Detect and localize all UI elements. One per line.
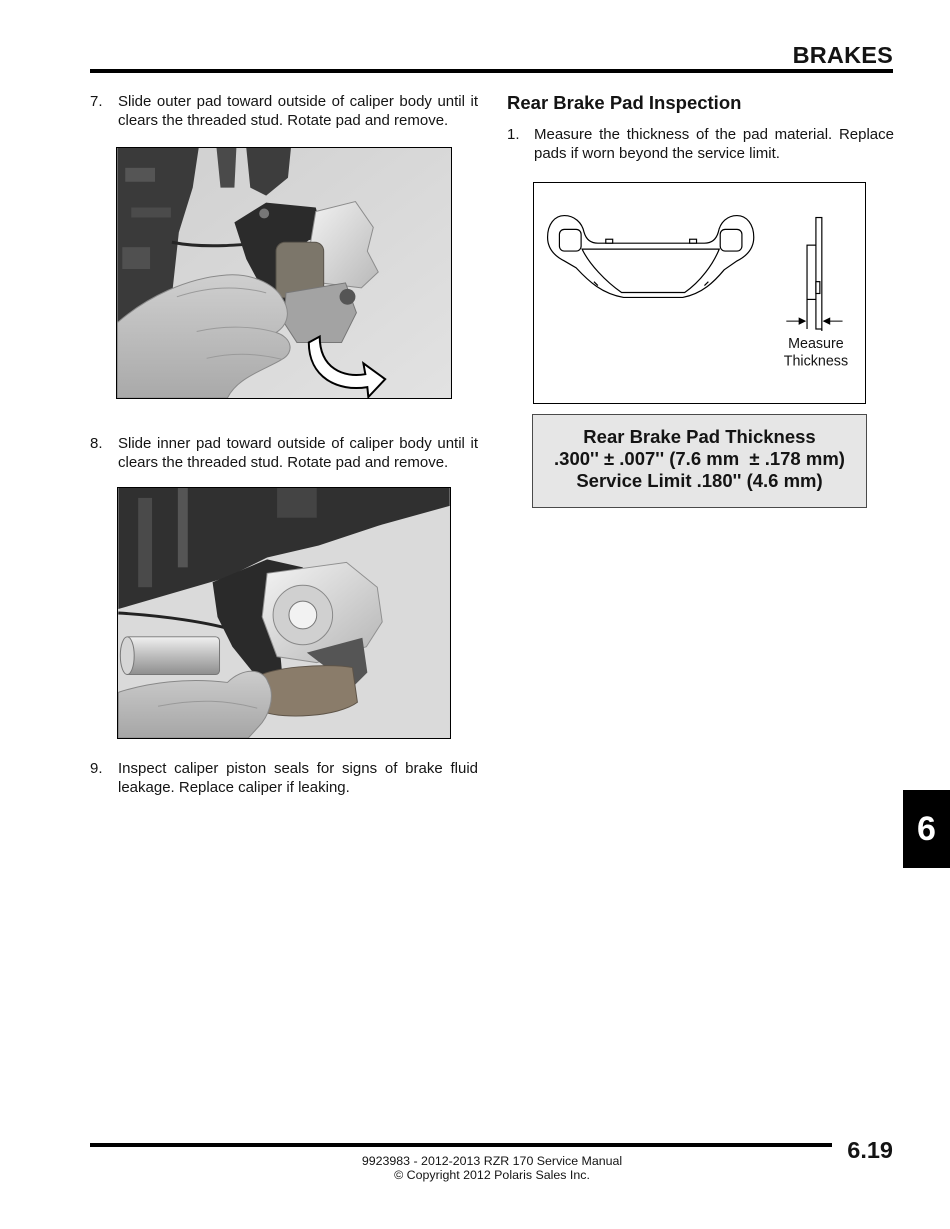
caliper-piston-tool bbox=[120, 637, 219, 675]
thickness-dimension bbox=[786, 318, 842, 324]
outer-pad-removal-photo bbox=[116, 147, 452, 399]
bracket-bolt bbox=[259, 209, 269, 219]
spec-value: .300'' ± .007'' (7.6 mm ± .178 mm) bbox=[554, 448, 845, 469]
right-mounting-hole bbox=[720, 229, 742, 251]
photo-illustration bbox=[118, 488, 450, 738]
photo-illustration bbox=[117, 148, 451, 398]
pad-side-view bbox=[807, 218, 822, 331]
brake-pad-diagram bbox=[533, 182, 866, 404]
manual-title: 9923983 - 2012-2013 RZR 170 Service Manual bbox=[361, 1154, 623, 1168]
side-clip bbox=[816, 282, 820, 294]
side-friction-material bbox=[807, 245, 816, 299]
step-8 bbox=[90, 434, 478, 472]
step-number: 1. bbox=[507, 125, 520, 143]
side-backing-plate bbox=[816, 218, 822, 329]
footer-text bbox=[292, 1154, 692, 1182]
spec-service-limit: Service Limit .180'' (4.6 mm) bbox=[576, 470, 823, 491]
step-text: Slide inner pad toward outside of caliper body until it clears the threaded stud. Rotate pad and remove. bbox=[118, 434, 478, 471]
inner-pad-removal-photo bbox=[117, 487, 451, 739]
step-7 bbox=[90, 92, 478, 130]
chapter-tab: 6 bbox=[903, 790, 950, 868]
step-number: 7. bbox=[90, 93, 103, 110]
pad-front-view bbox=[548, 216, 754, 298]
brake-pad bbox=[257, 666, 357, 716]
step-1 bbox=[507, 125, 894, 163]
copyright: © Copyright 2012 Polaris Sales Inc. bbox=[394, 1168, 590, 1182]
measure-label: Measure bbox=[788, 335, 844, 352]
step-text: Measure the thickness of the pad material. Replace pads if worn beyond the service limit. bbox=[534, 125, 894, 162]
piston-seal bbox=[289, 601, 317, 629]
section-heading: Rear Brake Pad Inspection bbox=[507, 92, 742, 113]
pad-tab bbox=[606, 239, 613, 243]
thickness-label: Thickness bbox=[783, 353, 849, 370]
spec-box bbox=[532, 414, 867, 508]
step-number: 8. bbox=[90, 434, 103, 452]
section-title: BRAKES bbox=[792, 42, 893, 68]
pad-tab bbox=[690, 239, 697, 243]
step-text: Inspect caliper piston seals for signs of brake fluid leakage. Replace caliper if leaking. bbox=[118, 759, 478, 796]
footer-rule bbox=[90, 1143, 832, 1147]
threaded-stud bbox=[340, 289, 356, 305]
page-number: 6.19 bbox=[847, 1137, 893, 1163]
left-mounting-hole bbox=[559, 229, 581, 251]
spec-title: Rear Brake Pad Thickness bbox=[583, 426, 816, 447]
step-text: Slide outer pad toward outside of caliper body until it clears the threaded stud. Rotate pad and remove. bbox=[118, 93, 478, 129]
arrowhead-right-icon bbox=[799, 318, 805, 324]
arrowhead-left-icon bbox=[824, 318, 830, 324]
step-9 bbox=[90, 759, 478, 797]
step-number: 9. bbox=[90, 759, 103, 777]
diagram-drawing bbox=[534, 183, 865, 403]
header-rule bbox=[90, 69, 893, 73]
